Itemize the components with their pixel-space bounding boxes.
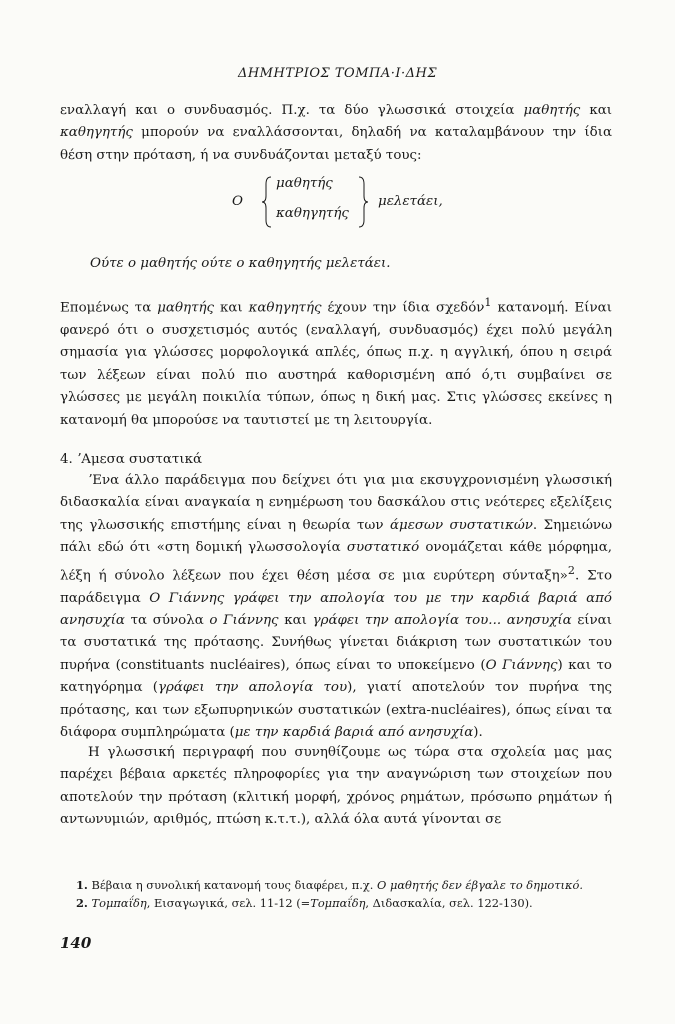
paragraph-4 xyxy=(60,742,612,832)
italic-term: γράφει την απολογία του... ανησυχία xyxy=(312,612,572,628)
footnotes xyxy=(76,876,616,912)
text: , Εισαγωγικά, σελ. 11-12 (= xyxy=(146,896,311,910)
text: Βέβαια η συνολική κατανομή τους διαφέρει, π.χ. xyxy=(87,878,377,892)
text: , Διδασκαλία, σελ. 122-130). xyxy=(365,896,533,910)
italic-term: άμεσων συστατικών xyxy=(389,517,533,533)
italic-term: Ο Γιάννης xyxy=(485,657,558,673)
left-brace xyxy=(262,176,272,228)
italic-term: συστατικό xyxy=(346,540,420,556)
text: Επομένως τα xyxy=(60,300,158,316)
formula-verb: μελετάει, xyxy=(378,194,443,209)
text: μπορούν να εναλλάσσονται, δηλαδή να καταλαμβάνουν την ίδια θέση στην πρόταση, ή να συνδυάζονται μεταξύ τους: xyxy=(60,125,612,163)
text: τα σύνολα xyxy=(124,612,210,628)
italic-term: μαθητής xyxy=(157,300,214,316)
text: εναλλαγή και ο συνδυασμός. Π.χ. τα δύο γλωσσικά στοιχεία xyxy=(60,103,524,118)
italic-term: Τομπαΐδη xyxy=(310,896,366,910)
text: . Στο παράδειγμα xyxy=(60,568,613,606)
text: . Σημειώνω πάλι εδώ ότι «στη δομική γλωσσολογία xyxy=(60,517,612,556)
formula-word-2: καθηγητής xyxy=(276,206,349,221)
formula-article: Ο xyxy=(232,194,243,209)
page-number: 140 xyxy=(60,934,92,952)
paragraph-3 xyxy=(60,470,612,744)
italic-term: Ο μαθητής δεν έβγαλε το δημοτικό. xyxy=(377,878,583,892)
section-heading: 4. ʼΑμεσα συστατικά xyxy=(60,452,202,467)
text: έχουν την ίδια σχεδόν xyxy=(321,300,485,316)
bracket-formula xyxy=(228,176,468,236)
italic-term: γράφει την απολογία του xyxy=(157,680,348,696)
footnote-ref: 1 xyxy=(484,296,492,309)
text: κατανομή. Είναι φανερό ότι ο συσχετισμός αυτός (εναλλαγή, συνδυασμός) έχει πολύ μεγάλη σημασία για γλώσσες μορφολογικά απλές, όπως π.χ. η αγγλική, όπου η σειρά των λέξεων είναι πολύ πιο αυστηρά καθορισμένη από ό,τι συμβαίνει σε γλώσσες με μεγάλη ποικιλία τύπων, όπως η δική μας. Στις γλώσσες εκείνες η κατανομή θα μπορούσε να ταυτιστεί με τη λειτουργία. xyxy=(60,300,612,428)
text: είναι τα συστατικά της πρότασης. Συνήθως γίνεται διάκριση των συστατικών του πυρήνα (constituants nucléaires), όπως είναι το υποκείμενο ( xyxy=(60,612,612,673)
footnote-ref: 2 xyxy=(567,563,575,577)
footnote-number: 1. xyxy=(76,878,88,892)
italic-term: καθηγητής xyxy=(248,300,322,316)
italic-term: με την καρδιά βαριά από ανησυχία xyxy=(234,724,474,740)
formula-word-1: μαθητής xyxy=(276,176,333,191)
example-sentence: Ούτε ο μαθητής ούτε ο καθηγητής μελετάει. xyxy=(90,256,391,271)
footnote-2 xyxy=(76,894,616,912)
text: και xyxy=(580,103,612,118)
text: ). xyxy=(473,724,483,740)
italic-term: καθηγητής xyxy=(60,125,133,141)
paragraph-2 xyxy=(60,292,612,432)
text: ονομάζεται κάθε μόρφημα, λέξη ή σύνολο λέξεων που έχει θέση μέσα σε μια ευρύτερη σύνταξη» xyxy=(60,540,612,584)
italic-term: ο Γιάννης xyxy=(209,612,279,628)
italic-term: Τομπαΐδη xyxy=(91,896,147,910)
footnote-number: 2. xyxy=(76,896,88,910)
text: ) και το κατηγόρημα ( xyxy=(60,657,612,696)
text: ), γιατί αποτελούν τον πυρήνα της πρότασης, και των εξωπυρηνικών συστατικών (extra-nucléaires), όπως είναι τα διάφορα συμπληρώματα ( xyxy=(60,680,612,740)
text: Η γλωσσική περιγραφή που συνηθίζουμε ως τώρα στα σχολεία μας μας παρέχει βέβαια αρκετές πληροφορίες για την αναγνώριση των στοιχείων που αποτελούν την πρόταση (κλιτική μορφή, χρόνος ρημάτων, πρόσωπο ρημάτων ή αντωνυμιών, αριθμός, πτώση κ.τ.τ.), αλλά όλα αυτά γίνονται σε xyxy=(60,745,612,828)
paragraph-1 xyxy=(60,100,612,167)
text: και xyxy=(214,300,249,316)
text: και xyxy=(278,612,313,628)
italic-term: Ο Γιάννης γράφει την απολογία του με την καρδιά βαριά από ανησυχία xyxy=(60,590,612,628)
running-head: ΔΗΜΗΤΡΙΟΣ ΤΟΜΠΑ·Ι·ΔΗΣ xyxy=(237,66,438,81)
right-brace xyxy=(358,176,368,228)
text: ʼΕνα άλλο παράδειγμα που δείχνει ότι για μια εκσυγχρονισμένη γλωσσική διδασκαλία είναι αναγκαία η ενημέρωση του δασκάλου στις νεότερες εξελίξεις της γλωσσικής επιστήμης είναι η θεωρία των xyxy=(60,473,612,533)
italic-term: μαθητής xyxy=(523,103,581,118)
footnote-1 xyxy=(76,876,616,894)
